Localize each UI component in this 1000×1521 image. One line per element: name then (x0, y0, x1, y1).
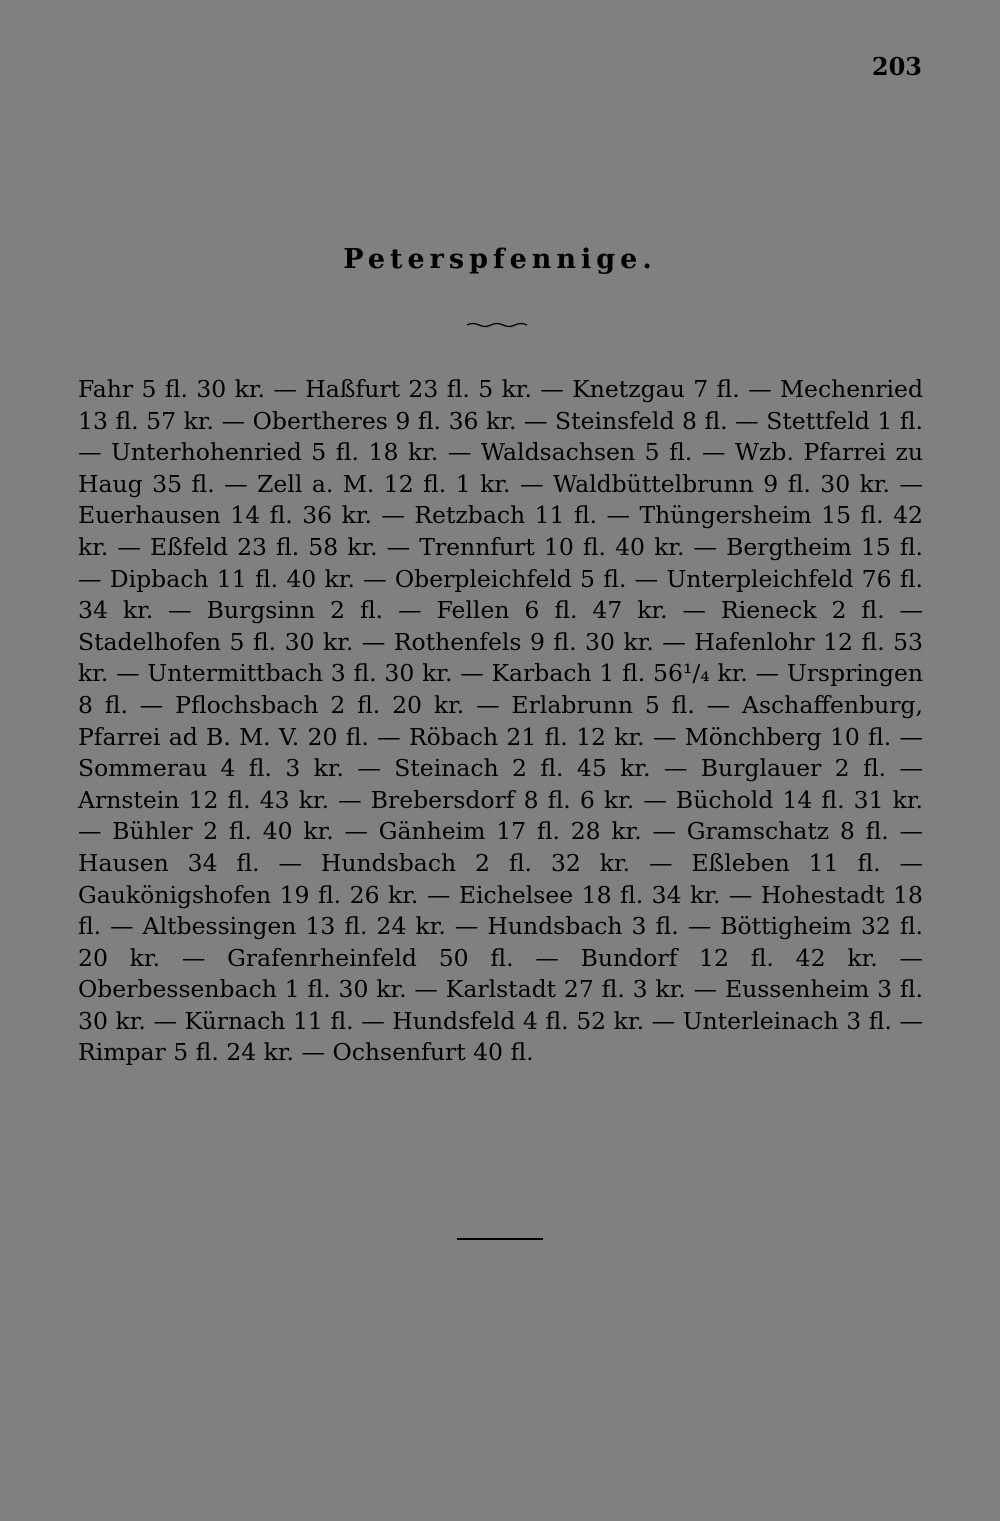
donation-list-paragraph: Fahr 5 fl. 30 kr. — Haßfurt 23 fl. 5 kr. — Knetzgau 7 fl. — Mechenried 13 fl. 57 kr. — Obertheres 9 fl. 36 kr. — Steinsfeld 8 fl. — Stettfeld 1 fl. — Unterhohenried 5 fl. 18 kr. — Waldsachsen 5 fl. — Wzb. Pfarrei zu Haug 35 fl. — Zell a. M. 12 fl. 1 kr. — Waldbüttelbrunn 9 fl. 30 kr. — Euerhausen 14 fl. 36 kr. — Retzbach 11 fl. — Thüngersheim 15 fl. 42 kr. — Eßfeld 23 fl. 58 kr. — Trennfurt 10 fl. 40 kr. — Bergtheim 15 fl. — Dipbach 11 fl. 40 kr. — Oberpleichfeld 5 fl. — Unterpleichfeld 76 fl. 34 kr. — Burgsinn 2 fl. — Fellen 6 fl. 47 kr. — Rieneck 2 fl. — Stadelhofen 5 fl. 30 kr. — Rothenfels 9 fl. 30 kr. — Hafenlohr 12 fl. 53 kr. — Untermittbach 3 fl. 30 kr. — Karbach 1 fl. 56¹/₄ kr. — Urspringen 8 fl. — Pflochsbach 2 fl. 20 kr. — Erlabrunn 5 fl. — Aschaffenburg, Pfarrei ad B. M. V. 20 fl. — Röbach 21 fl. 12 kr. — Mönchberg 10 fl. — Sommerau 4 fl. 3 kr. — Steinach 2 fl. 45 kr. — Burglauer 2 fl. — Arnstein 12 fl. 43 kr. — Brebersdorf 8 fl. 6 kr. — Büchold 14 fl. 31 kr. — Bühler 2 fl. 40 kr. — Gänheim 17 fl. 28 kr. — Gramschatz 8 fl. — Hausen 34 fl. — Hundsbach 2 fl. 32 kr. — Eßleben 11 fl. — Gaukönigshofen 19 fl. 26 kr. — Eichelsee 18 fl. 34 kr. — Hohestadt 18 fl. — Altbessingen 13 fl. 24 kr. — Hundsbach 3 fl. — Böttigheim 32 fl. 20 kr. — Grafenrheinfeld 50 fl. — Bundorf 12 fl. 42 kr. — Oberbessenbach 1 fl. 30 kr. — Karlstadt 27 fl. 3 kr. — Eussenheim 3 fl. 30 kr. — Kürnach 11 fl. — Hundsfeld 4 fl. 52 kr. — Unterleinach 3 fl. — Rimpar 5 fl. 24 kr. — Ochsenfurt 40 fl. (78, 375, 923, 1067)
page-heading: Peterspfennige. (343, 244, 657, 275)
page-number: 203 (871, 52, 922, 81)
end-rule (457, 1238, 543, 1240)
ornament-divider (465, 320, 533, 330)
